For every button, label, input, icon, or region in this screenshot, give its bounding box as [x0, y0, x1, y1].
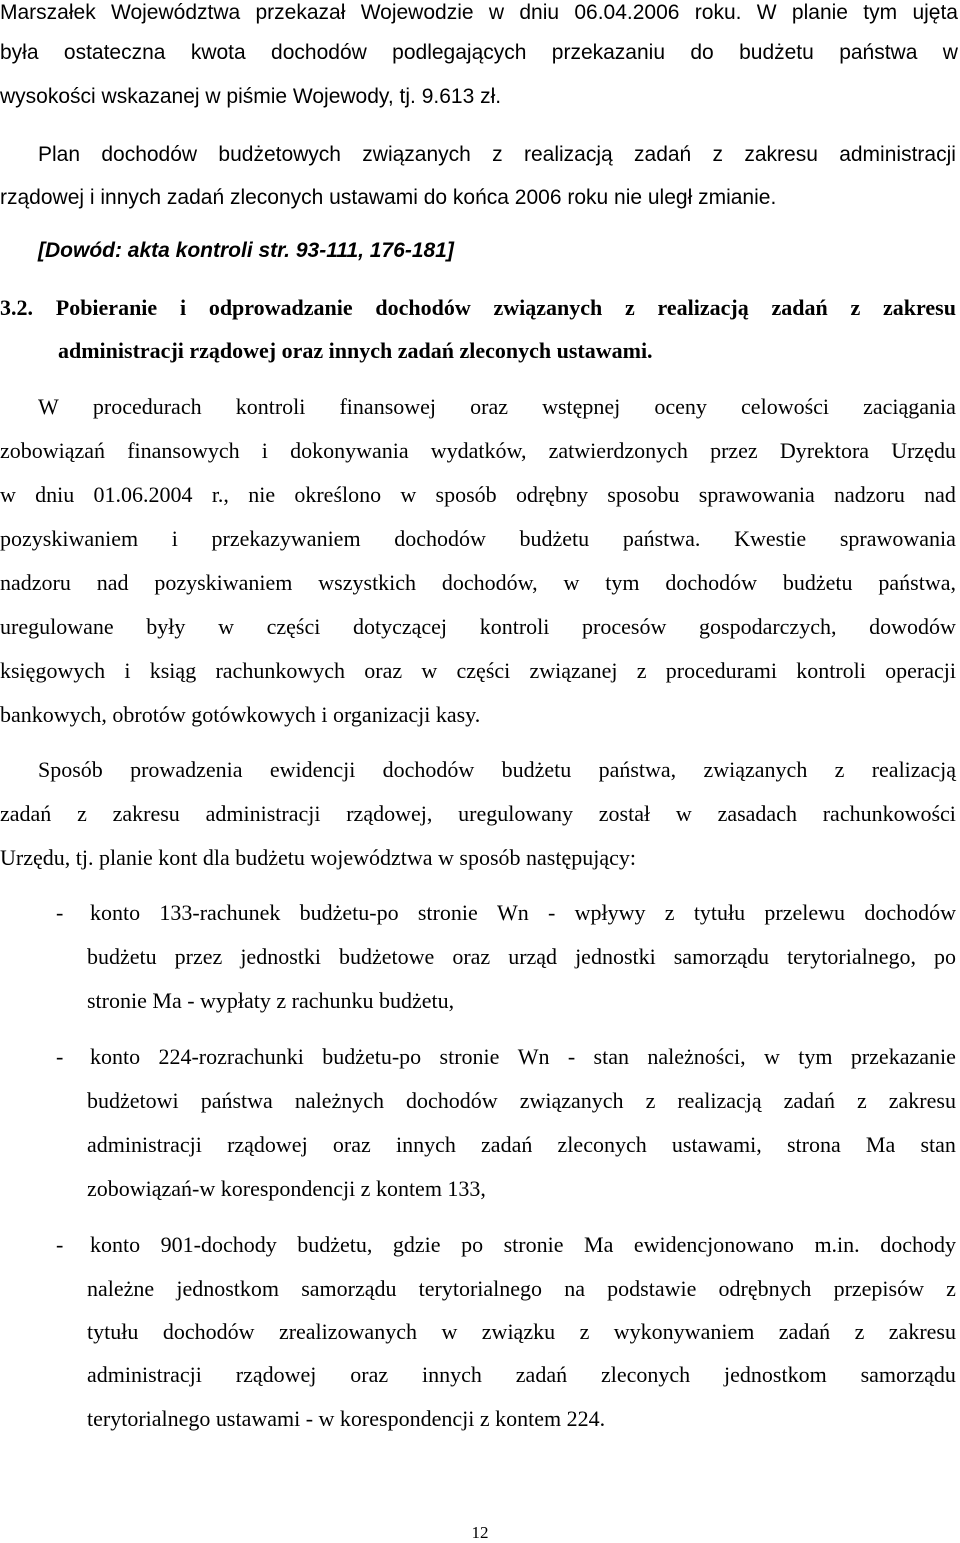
procedures-line-1: W procedurach kontroli finansowej oraz wstępnej oceny celowości zaciągania — [38, 394, 956, 419]
plan-line-2: rządowej i innych zadań zleconych ustawami do końca 2006 roku nie uległ zmianie. — [0, 186, 777, 209]
list-item-3-line-4: administracji rządowej oraz innych zadań zleconych jednostkom samorządu — [87, 1362, 956, 1387]
list-item-3-line-5: terytorialnego ustawami - w korespondencji z kontem 224. — [87, 1406, 606, 1431]
list-item-2-line-1: konto 224-rozrachunki budżetu-po stronie Wn - stan należności, w tym przekazanie — [90, 1044, 956, 1069]
list-item-3-line-3: tytułu dochodów zrealizowanych w związku z wykonywaniem zadań z zakresu — [87, 1319, 956, 1344]
section-heading-line-1: 3.2. Pobieranie i odprowadzanie dochodów związanych z realizacją zadań z zakresu — [0, 295, 956, 320]
list-item-1-line-1: konto 133-rachunek budżetu-po stronie Wn - wpływy z tytułu przelewu dochodów — [90, 900, 956, 925]
procedures-line-4: pozyskiwaniem i przekazywaniem dochodów budżetu państwa. Kwestie sprawowania — [0, 526, 956, 551]
intro-line-3: wysokości wskazanej w piśmie Wojewody, tj. 9.613 zł. — [0, 85, 502, 108]
procedures-line-7: księgowych i ksiąg rachunkowych oraz w części związanej z procedurami kontroli operacji — [0, 658, 956, 683]
intro-line-2: była ostateczna kwota dochodów podlegających przekazaniu do budżetu państwa w — [0, 41, 958, 64]
list-item-1-line-3: stronie Ma - wypłaty z rachunku budżetu, — [87, 988, 455, 1013]
procedures-line-6: uregulowane były w części dotyczącej kontroli procesów gospodarczych, dowodów — [0, 614, 956, 639]
plan-line-1: Plan dochodów budżetowych związanych z realizacją zadań z zakresu administracji — [38, 143, 956, 166]
procedures-line-8: bankowych, obrotów gotówkowych i organizacji kasy. — [0, 702, 481, 727]
list-item-2-line-3: administracji rządowej oraz innych zadań zleconych ustawami, strona Ma stan — [87, 1132, 956, 1157]
list-item-3-line-2: należne jednostkom samorządu terytorialnego na podstawie odrębnych przepisów z — [87, 1276, 956, 1301]
procedures-line-2: zobowiązań finansowych i dokonywania wydatków, zatwierdzonych przez Dyrektora Urzędu — [0, 438, 956, 463]
evidence-reference: [Dowód: akta kontroli str. 93-111, 176-181] — [38, 239, 454, 262]
section-heading-line-2: administracji rządowej oraz innych zadań zleconych ustawami. — [58, 338, 653, 363]
list-item-2-bullet: - — [56, 1044, 64, 1069]
method-line-2: zadań z zakresu administracji rządowej, uregulowany został w zasadach rachunkowości — [0, 801, 956, 826]
procedures-line-3: w dniu 01.06.2004 r., nie określono w sposób odrębny sposobu sprawowania nadzoru nad — [0, 482, 956, 507]
list-item-1-line-2: budżetu przez jednostki budżetowe oraz urząd jednostki samorządu terytorialnego, po — [87, 944, 956, 969]
list-item-2-line-4: zobowiązań-w korespondencji z kontem 133, — [87, 1176, 486, 1201]
method-line-3: Urzędu, tj. planie kont dla budżetu województwa w sposób następujący: — [0, 845, 637, 870]
page-number: 12 — [471, 1523, 489, 1542]
list-item-1-bullet: - — [56, 900, 64, 925]
list-item-3-bullet: - — [56, 1232, 64, 1257]
method-line-1: Sposób prowadzenia ewidencji dochodów budżetu państwa, związanych z realizacją — [38, 757, 956, 782]
procedures-line-5: nadzoru nad pozyskiwaniem wszystkich dochodów, w tym dochodów budżetu państwa, — [0, 570, 956, 595]
list-item-3-line-1: konto 901-dochody budżetu, gdzie po stronie Ma ewidencjonowano m.in. dochody — [90, 1232, 956, 1257]
intro-line-1: Marszałek Województwa przekazał Wojewodzie w dniu 06.04.2006 roku. W planie tym ujęta — [0, 1, 958, 24]
list-item-2-line-2: budżetowi państwa należnych dochodów związanych z realizacją zadań z zakresu — [87, 1088, 956, 1113]
